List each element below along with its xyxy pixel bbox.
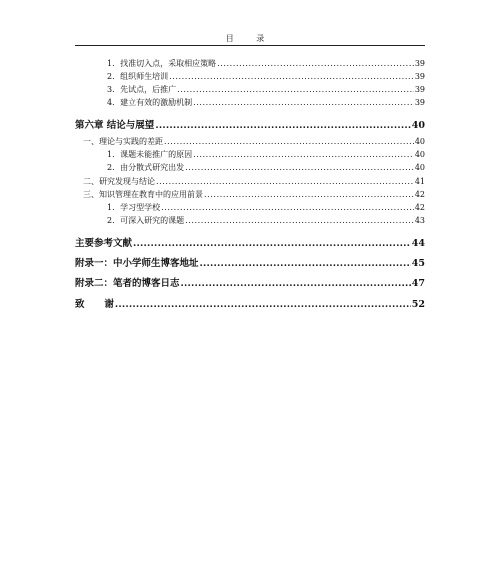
toc-entry[interactable] — [75, 202, 425, 213]
toc-entry-title: 1．找准切入点，采取相应策略 — [107, 59, 217, 68]
toc-entry[interactable] — [75, 255, 425, 269]
toc-entry-title: 2．可深入研究的课题 — [107, 216, 185, 225]
toc-entry[interactable] — [75, 215, 425, 226]
toc-entry-page: 42 — [414, 203, 425, 212]
toc-entry-page: 39 — [414, 59, 425, 68]
toc-entry-page: 43 — [414, 216, 425, 225]
toc-leader-dots — [169, 72, 414, 81]
toc-entry-title: 致 谢 — [75, 299, 114, 310]
toc-entry-title: 附录二：笔者的博客日志 — [75, 278, 180, 289]
toc-leader-dots — [161, 203, 414, 212]
toc-entry-title: 二、研究发现与结论 — [83, 177, 155, 186]
toc-entry[interactable] — [75, 149, 425, 160]
toc-entry-page: 40 — [414, 150, 425, 159]
toc-entry[interactable] — [75, 296, 425, 310]
toc-entry[interactable] — [75, 71, 425, 82]
toc-entry-page: 41 — [414, 177, 425, 186]
toc-entry-page: 40 — [414, 137, 425, 146]
toc-entry-title: 2．组织师生培训 — [107, 72, 169, 81]
toc-leader-dots — [185, 216, 414, 225]
toc-leader-dots — [177, 85, 414, 94]
toc-entry-title: 主要参考文献 — [75, 238, 133, 249]
toc-entry-title: 1．学习型学校 — [107, 203, 161, 212]
toc-entry-page: 47 — [411, 278, 425, 289]
toc-leader-dots — [193, 150, 414, 159]
toc-entry-page: 42 — [414, 190, 425, 199]
toc-entry[interactable] — [75, 235, 425, 249]
toc-entry-page: 40 — [414, 163, 425, 172]
header-rule — [75, 45, 425, 46]
toc-entry[interactable] — [75, 97, 425, 108]
toc-entry-page: 45 — [411, 258, 425, 269]
toc-entry-title: 3．先试点，后推广 — [107, 85, 177, 94]
toc-leader-dots — [164, 137, 414, 146]
toc-entry-title: 4．建立有效的激励机制 — [107, 98, 193, 107]
toc-entry-page: 39 — [414, 72, 425, 81]
toc-leader-dots — [133, 238, 411, 249]
toc-entry[interactable] — [75, 176, 425, 187]
toc-entry-title: 第六章 结论与展望 — [75, 120, 155, 131]
toc-entry-title: 2．由分散式研究出发 — [107, 163, 185, 172]
toc-entry-page: 40 — [411, 120, 425, 131]
toc-leader-dots — [204, 190, 414, 199]
toc-entry[interactable] — [75, 189, 425, 200]
toc-entry-page: 39 — [414, 85, 425, 94]
toc-leader-dots — [181, 278, 411, 289]
toc-entry-title: 附录一：中小学师生博客地址 — [75, 258, 199, 269]
toc-entry-page: 52 — [411, 299, 425, 310]
toc-entry[interactable] — [75, 275, 425, 289]
toc-entry[interactable] — [75, 84, 425, 95]
page-header-title: 目 录 — [225, 34, 275, 43]
toc-entry[interactable] — [75, 162, 425, 173]
toc-entry-title: 1．课题未能推广的原因 — [107, 150, 193, 159]
toc-entry[interactable] — [75, 58, 425, 69]
toc-leader-dots — [156, 177, 414, 186]
toc-leader-dots — [155, 120, 410, 131]
toc-leader-dots — [115, 299, 411, 310]
toc-entry-page: 39 — [414, 98, 425, 107]
toc-leader-dots — [193, 98, 414, 107]
toc-entry[interactable] — [75, 136, 425, 147]
toc-leader-dots — [185, 163, 414, 172]
toc-leader-dots — [217, 59, 414, 68]
toc-entry[interactable] — [75, 117, 425, 131]
toc-leader-dots — [200, 258, 411, 269]
toc-entry-page: 44 — [411, 238, 425, 249]
toc-entry-title: 三、知识管理在教育中的应用前景 — [83, 190, 203, 199]
toc-entry-title: 一、理论与实践的差距 — [83, 137, 163, 146]
